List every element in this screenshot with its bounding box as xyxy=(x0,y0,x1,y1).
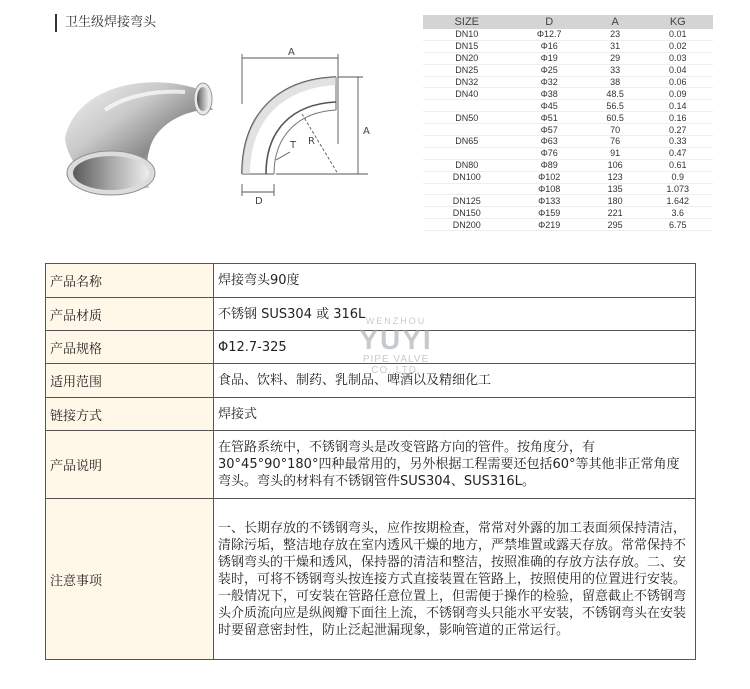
cell-size xyxy=(423,100,511,112)
info-value: 一、长期存放的不锈钢弯头，应作按期检查，常常对外露的加工表面须保持清洁，清除污垢，整洁地存放在室内透风干燥的地方，严禁堆置或露天存放。常常保持不锈钢弯头的干燥和透风，保持器的清洁和整洁，按照准确的存放方法存放。二、安装时，可将不锈钢弯头按连接方式直接装置在管路上，按照使用的位置进行安装。一般情况下，可安装在管路任意位置上，但需便于操作的检验，留意截止不锈钢弯头介质流向应是纵阀瓣下面往上流，不锈钢弯头只能水平安装，不锈钢弯头在安装时要留意密封性，防止泛起泄漏现象，影响管道的正常运行。 xyxy=(214,499,696,660)
cell-size: DN32 xyxy=(423,76,511,88)
cell-a: 38 xyxy=(588,76,643,88)
cell-size: DN40 xyxy=(423,88,511,100)
cell-a: 91 xyxy=(588,147,643,159)
size-table-row xyxy=(423,88,713,100)
cell-a: 76 xyxy=(588,136,643,148)
elbow-photo xyxy=(45,60,220,200)
size-table-row xyxy=(423,29,713,40)
info-label: 链接方式 xyxy=(46,398,214,431)
size-table-row xyxy=(423,124,713,136)
cell-a: 106 xyxy=(588,159,643,171)
cell-kg: 0.16 xyxy=(643,112,713,124)
cell-size: DN20 xyxy=(423,52,511,64)
size-table-row xyxy=(423,207,713,219)
cell-d: Φ219 xyxy=(511,219,588,231)
cell-kg: 0.04 xyxy=(643,64,713,76)
size-table-row xyxy=(423,219,713,231)
cell-d: Φ57 xyxy=(511,124,588,136)
info-row-spec xyxy=(46,331,696,364)
size-table-row xyxy=(423,171,713,183)
cell-d: Φ102 xyxy=(511,171,588,183)
cell-a: 123 xyxy=(588,171,643,183)
dim-a-side-label: A xyxy=(363,126,370,137)
info-value: 焊接式 xyxy=(214,398,696,431)
cell-kg: 0.02 xyxy=(643,40,713,52)
watermark-brand: YUYI xyxy=(359,324,433,355)
cell-kg: 0.27 xyxy=(643,124,713,136)
col-size-header: SIZE xyxy=(423,15,511,29)
cell-kg: 0.14 xyxy=(643,100,713,112)
cell-a: 70 xyxy=(588,124,643,136)
cell-size xyxy=(423,124,511,136)
size-table-row xyxy=(423,76,713,88)
cell-kg: 0.9 xyxy=(643,171,713,183)
cell-d: Φ16 xyxy=(511,40,588,52)
size-table-row xyxy=(423,136,713,148)
info-row-description xyxy=(46,431,696,499)
col-d-header: D xyxy=(511,15,588,29)
cell-a: 295 xyxy=(588,219,643,231)
cell-size: DN150 xyxy=(423,207,511,219)
cell-size: DN50 xyxy=(423,112,511,124)
cell-kg: 1.642 xyxy=(643,195,713,207)
cell-d: Φ63 xyxy=(511,136,588,148)
cell-kg: 0.06 xyxy=(643,76,713,88)
dim-t-label: T xyxy=(290,140,297,151)
cell-a: 221 xyxy=(588,207,643,219)
info-value: Φ12.7-325 xyxy=(214,331,696,364)
info-row-notes xyxy=(46,499,696,660)
dim-r-label: R xyxy=(308,136,315,147)
info-label: 产品材质 xyxy=(46,298,214,331)
size-table-row xyxy=(423,183,713,195)
cell-size: DN65 xyxy=(423,136,511,148)
info-row-connection xyxy=(46,398,696,431)
cell-size: DN80 xyxy=(423,159,511,171)
cell-d: Φ133 xyxy=(511,195,588,207)
watermark-line1: PIPE VALVE xyxy=(362,354,430,365)
cell-a: 135 xyxy=(588,183,643,195)
cell-size xyxy=(423,147,511,159)
info-row-material xyxy=(46,298,696,331)
cell-d: Φ12.7 xyxy=(511,29,588,40)
cell-kg: 0.01 xyxy=(643,29,713,40)
cell-kg: 0.03 xyxy=(643,52,713,64)
info-value: 食品、饮料、制药、乳制品、啤酒以及精细化工 xyxy=(214,364,696,398)
size-table-row xyxy=(423,112,713,124)
info-row-scope xyxy=(46,364,696,398)
cell-a: 56.5 xyxy=(588,100,643,112)
cell-d: Φ89 xyxy=(511,159,588,171)
cell-d: Φ51 xyxy=(511,112,588,124)
size-table-row xyxy=(423,52,713,64)
cell-d: Φ45 xyxy=(511,100,588,112)
info-value: 在管路系统中，不锈钢弯头是改变管路方向的管件。按角度分，有30°45°90°180°四种最常用的，另外根据工程需要还包括60°等其他非正常角度弯头。弯头的材料有不锈钢管件SUS304、SUS316L。 xyxy=(214,431,696,499)
watermark-line2: CO.,LTD. xyxy=(371,365,421,376)
cell-kg: 0.33 xyxy=(643,136,713,148)
cell-a: 60.5 xyxy=(588,112,643,124)
cell-kg: 6.75 xyxy=(643,219,713,231)
info-value: 焊接弯头90度 xyxy=(214,264,696,298)
cell-size: DN100 xyxy=(423,171,511,183)
col-kg-header: KG xyxy=(643,15,713,29)
cell-a: 29 xyxy=(588,52,643,64)
size-table-row xyxy=(423,147,713,159)
cell-kg: 3.6 xyxy=(643,207,713,219)
cell-size: DN10 xyxy=(423,29,511,40)
cell-d: Φ32 xyxy=(511,76,588,88)
cell-d: Φ38 xyxy=(511,88,588,100)
elbow-dimension-diagram xyxy=(228,44,398,212)
product-info-table xyxy=(45,263,696,660)
info-label: 产品说明 xyxy=(46,431,214,499)
cell-size xyxy=(423,183,511,195)
section-heading: 卫生级焊接弯头 xyxy=(55,14,156,32)
info-label: 适用范围 xyxy=(46,364,214,398)
dim-d-label: D xyxy=(255,196,263,207)
cell-d: Φ25 xyxy=(511,64,588,76)
size-table-header xyxy=(423,15,713,29)
size-table-row xyxy=(423,64,713,76)
info-label: 产品规格 xyxy=(46,331,214,364)
size-table-row xyxy=(423,195,713,207)
cell-a: 33 xyxy=(588,64,643,76)
info-value: 不锈钢 SUS304 或 316L xyxy=(214,298,696,331)
cell-kg: 0.47 xyxy=(643,147,713,159)
watermark-city: WENZHOU xyxy=(365,316,427,326)
cell-size: DN125 xyxy=(423,195,511,207)
cell-d: Φ19 xyxy=(511,52,588,64)
info-row-name xyxy=(46,264,696,298)
cell-d: Φ108 xyxy=(511,183,588,195)
cell-kg: 1.073 xyxy=(643,183,713,195)
cell-kg: 0.09 xyxy=(643,88,713,100)
col-a-header: A xyxy=(588,15,643,29)
cell-a: 48.5 xyxy=(588,88,643,100)
size-table-row xyxy=(423,40,713,52)
cell-size: DN15 xyxy=(423,40,511,52)
cell-size: DN200 xyxy=(423,219,511,231)
size-table xyxy=(423,15,713,231)
cell-a: 180 xyxy=(588,195,643,207)
size-table-row xyxy=(423,159,713,171)
cell-kg: 0.61 xyxy=(643,159,713,171)
cell-a: 31 xyxy=(588,40,643,52)
cell-size: DN25 xyxy=(423,64,511,76)
info-label: 产品名称 xyxy=(46,264,214,298)
info-label: 注意事项 xyxy=(46,499,214,660)
size-table-row xyxy=(423,100,713,112)
cell-d: Φ159 xyxy=(511,207,588,219)
dim-a-top-label: A xyxy=(288,47,295,58)
cell-a: 23 xyxy=(588,29,643,40)
cell-d: Φ76 xyxy=(511,147,588,159)
